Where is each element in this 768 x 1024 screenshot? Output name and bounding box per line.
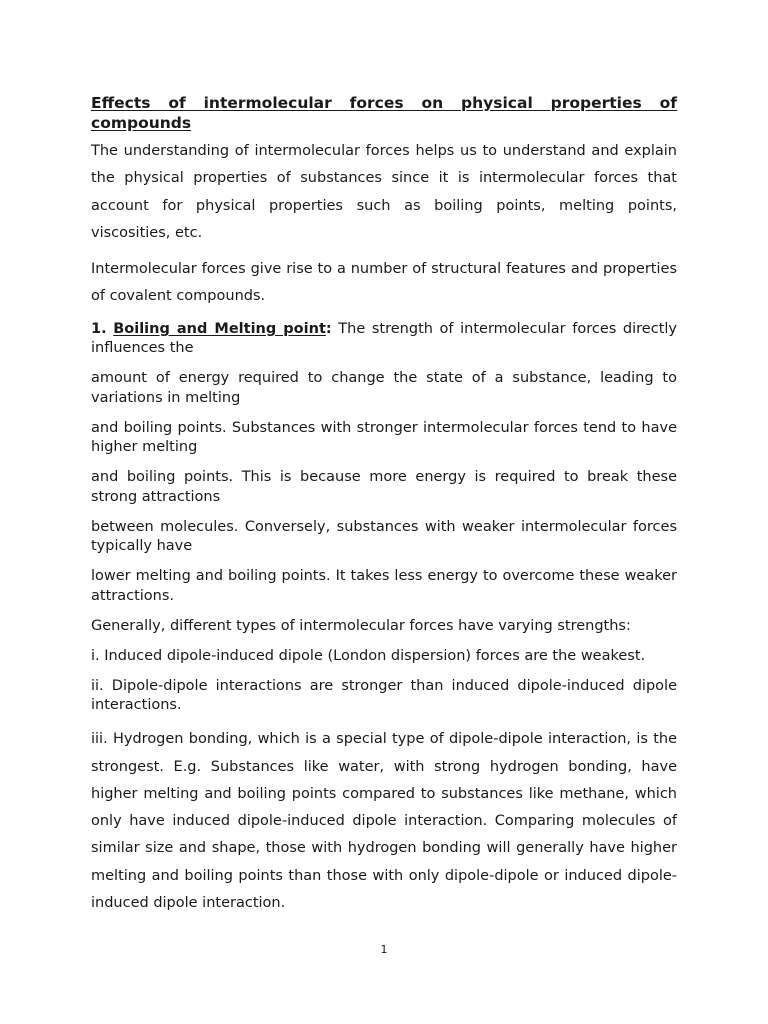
intro-paragraph: The understanding of intermolecular forces helps us to understand and explain the physical properties of substances since it is intermolecular forces that account for physical properties such as boiling points, melting points, viscosities, etc. [91, 143, 677, 241]
section-heading: Boiling and Melting point [113, 320, 326, 337]
continuation-paragraph: and boiling points. Substances with stronger intermolecular forces tend to have higher melting [91, 419, 677, 456]
structural-features-paragraph: Intermolecular forces give rise to a number of structural features and properties of covalent compounds. [91, 261, 677, 305]
list-item-iii: iii. Hydrogen bonding, which is a special type of dipole-dipole interaction, is the strongest. E.g. Substances like water, with strong hydrogen bonding, have higher melting and boiling points compared to substances like methane, which only have induced dipole-induced dipole interaction. Comparing molecules of similar size and shape, those with hydrogen bonding will generally have higher melting and boiling points than those with only dipole-dipole or induced dipole-induced dipole interaction. [91, 731, 677, 912]
section-lead-text: The strength of intermolecular forces directly influences the [91, 320, 677, 357]
continuation-paragraph: and boiling points. This is because more energy is required to break these strong attractions [91, 469, 677, 505]
continuation-paragraph: between molecules. Conversely, substances with weaker intermolecular forces typically have [91, 518, 677, 555]
list-item-ii: ii. Dipole-dipole interactions are stronger than induced dipole-induced dipole interactions. [91, 677, 677, 714]
page-content [91, 93, 677, 926]
section-number: 1. [91, 320, 107, 337]
continuation-paragraph: amount of energy required to change the state of a substance, leading to variations in melting [91, 370, 677, 406]
document-title: Effects of intermolecular forces on physical properties of compounds [91, 94, 677, 132]
section-heading-colon: : [325, 320, 332, 337]
page-number: 1 [380, 943, 388, 956]
strengths-intro-paragraph: Generally, different types of intermolecular forces have varying strengths: [91, 617, 631, 634]
continuation-paragraph: lower melting and boiling points. It takes less energy to overcome these weaker attractions. [91, 568, 677, 604]
list-item-i: i. Induced dipole-induced dipole (London dispersion) forces are the weakest. [91, 647, 646, 664]
section-1-lead-paragraph [91, 320, 677, 359]
